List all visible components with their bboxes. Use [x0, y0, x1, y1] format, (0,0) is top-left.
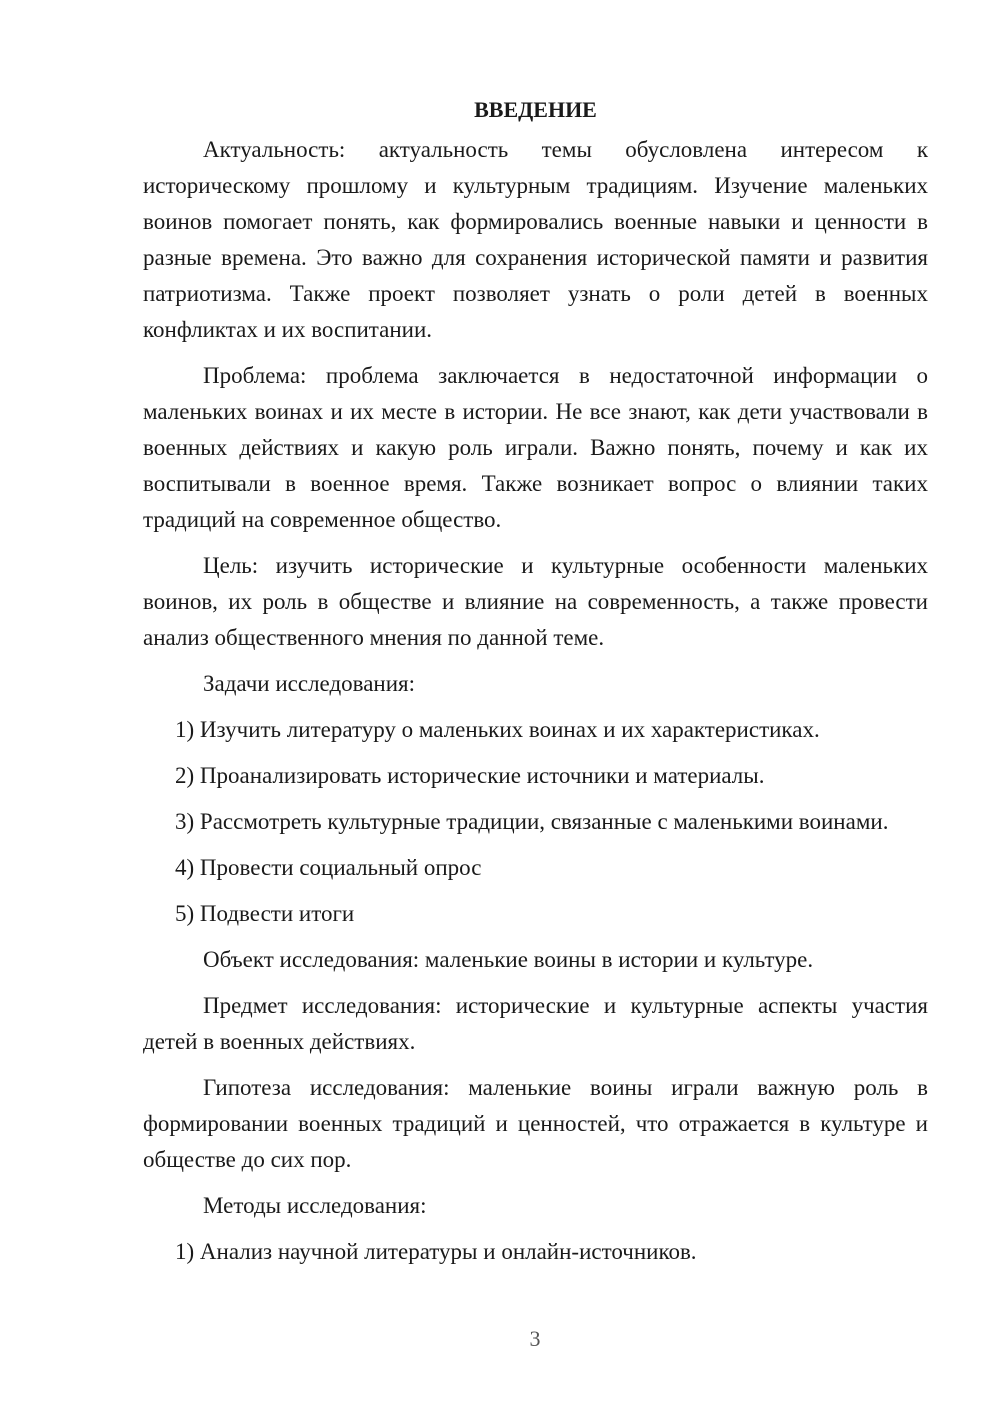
page-number: 3	[529, 1326, 541, 1351]
section-heading: ВВЕДЕНИЕ	[474, 97, 597, 122]
goal-paragraph: Цель: изучить исторические и культурные особенности маленьких воинов, их роль в обществе и влияние на современность, а также провести анализ общественного мнения по данной теме.	[143, 553, 928, 650]
object-paragraph: Объект исследования: маленькие воины в истории и культуре.	[203, 947, 814, 972]
method-item: 1) Анализ научной литературы и онлайн-источников.	[175, 1239, 697, 1264]
hypothesis-paragraph: Гипотеза исследования: маленькие воины играли важную роль в формировании военных традиций и ценностей, что отражается в культуре и обществе до сих пор.	[143, 1075, 928, 1172]
tasks-title: Задачи исследования:	[203, 671, 416, 696]
problem-paragraph: Проблема: проблема заключается в недостаточной информации о маленьких воинах и их месте в истории. Не все знают, как дети участвовали в военных действиях и какую роль играли. Важно понять, почему и как их воспитывали в военное время. Также возникает вопрос о влиянии таких традиций на современное общество.	[143, 363, 928, 532]
task-item: 3) Рассмотреть культурные традиции, связанные с маленькими воинами.	[175, 809, 889, 834]
methods-title: Методы исследования:	[203, 1193, 427, 1218]
task-item: 4) Провести социальный опрос	[175, 855, 482, 880]
subject-paragraph: Предмет исследования: исторические и культурные аспекты участия детей в военных действиях.	[143, 993, 928, 1054]
relevance-paragraph: Актуальность: актуальность темы обусловлена интересом к историческому прошлому и культурным традициям. Изучение маленьких воинов помогает понять, как формировались военные навыки и ценности в разные времена. Это важно для сохранения исторической памяти и развития патриотизма. Также проект позволяет узнать о роли детей в военных конфликтах и их воспитании.	[143, 137, 928, 342]
task-item: 5) Подвести итоги	[175, 901, 355, 926]
task-item: 1) Изучить литературу о маленьких воинах и их характеристиках.	[175, 717, 820, 742]
task-item: 2) Проанализировать исторические источники и материалы.	[175, 763, 765, 788]
page-content	[143, 92, 928, 1280]
